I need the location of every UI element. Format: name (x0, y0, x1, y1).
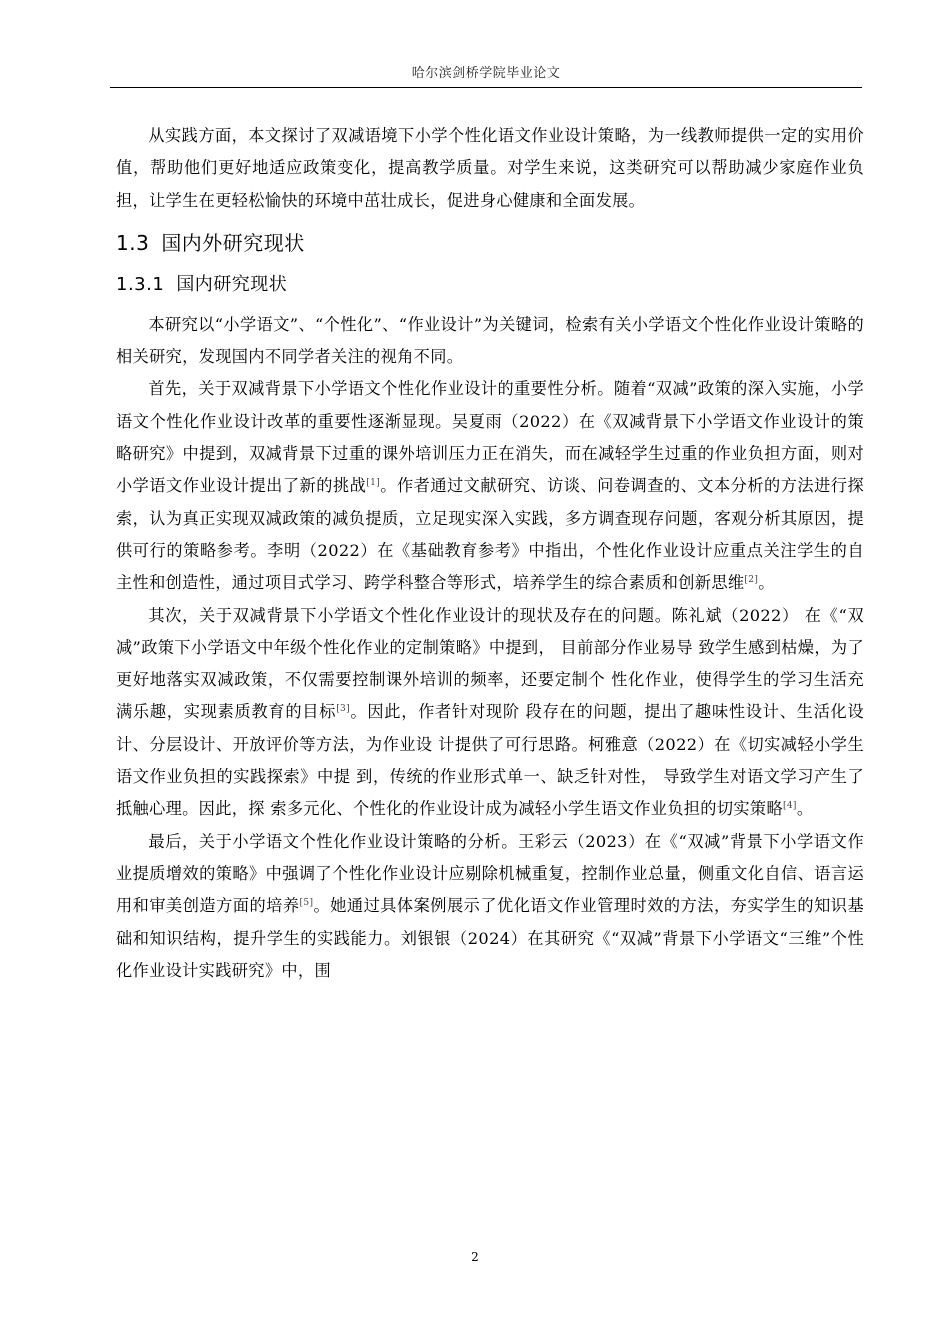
paragraph-importance (116, 373, 864, 599)
citation-1[interactable]: [1] (366, 478, 381, 489)
section-title: 国内外研究现状 (161, 230, 305, 255)
paragraph-problems (116, 600, 864, 826)
paragraph-text: 。作者通过文献研究、访谈、问卷调查的、文本分析的方法进行探索，认为真正实现双减政策的减负提质，立足现实深入实践，多方调查现存问题，客观分析其原因，提供可行的策略参考。李明（2022）在《基础教育参考》中指出，个性化作业设计应重点关注学生的自主性和创造性，通过项目式学习、跨学科整合等形式，培养学生的综合素质和创新思维 (116, 476, 864, 593)
paragraph-text: 首先，关于双减背景下小学语文个性化作业设计的重要性分析。随着“双减”政策的深入实施，小学语文个性化作业设计改革的重要性逐渐显现。吴夏雨（2022）在《双减背景下小学语文作业设计的策略研究》中提到，双减背景下过重的课外培训压力正在消失，而在减轻学生过重的作业负担方面，则对小学语文作业设计提出了新的挑战 (116, 379, 864, 496)
subsection-title: 国内研究现状 (176, 273, 288, 295)
citation-2[interactable]: [2] (744, 575, 759, 586)
section-number: 1.3 (116, 230, 150, 255)
intro-paragraph: 从实践方面，本文探讨了双减语境下小学个性化语文作业设计策略，为一线教师提供一定的实用价值，帮助他们更好地适应政策变化，提高教学质量。对学生来说，这类研究可以帮助减少家庭作业负担，让学生在更轻松愉快的环境中茁壮成长，促进身心健康和全面发展。 (116, 126, 864, 210)
page-body (116, 120, 864, 987)
paragraph-text: 最后，关于小学语文个性化作业设计策略的分析。王彩云（2023）在《“双减”背景下小学语文作业提质增效的策略》中强调了个性化作业设计应剔除机械重复，控制作业总量，侧重文化自信、语言运用和审美创造方面的培养 (116, 831, 864, 916)
page-number: 2 (471, 1250, 479, 1264)
citation-5[interactable]: [5] (299, 898, 314, 909)
paragraph-text: 。 (758, 573, 775, 593)
paragraph-text: 。她通过具体案例展示了优化语文作业管理时效的方法，夯实学生的知识基础和知识结构，提升学生的实践能力。刘银银（2024）在其研究《“双减”背景下小学语文“三维”个性化作业设计实践研究》中，围 (116, 896, 864, 980)
subsection-number: 1.3.1 (116, 273, 165, 295)
running-header: 哈尔滨剑桥学院毕业论文 (411, 66, 561, 81)
section-heading (116, 225, 864, 261)
paragraph-text: 。因此，作者针对现阶 段存在的问题，提出了趣味性设计、生活化设计、分层设计、开放评价等方法，为作业设 计提供了可行思路。柯雅意（2022）在《切实减轻小学生语文作业负担的实践探索》中提 到，传统的作业形式单一、缺乏针对性， 导致学生对语文学习产生了抵触心理。因此，探 索多元化、个性化的作业设计成为减轻小学生语文作业负担的切实策略 (116, 702, 864, 819)
citation-4[interactable]: [4] (783, 801, 797, 812)
paragraph-strategies (116, 826, 864, 987)
subsection-heading (116, 269, 864, 301)
paragraph-text: 。 (796, 799, 814, 819)
paragraph-text: 其次，关于双减背景下小学语文个性化作业设计的现状及存在的问题。陈礼斌（2022） 在《“双减”政策下小学语文中年级个性化作业的定制策略》中提到， 目前部分作业易导 致学生感到枯燥，为了更好地落实双减政策，不仅需要控制课外培训的频率，还要定制个 性化作业，使得学生的学习生活充满乐趣，实现素质教育的目标 (116, 605, 864, 722)
citation-3[interactable]: [3] (336, 704, 350, 715)
header-divider (110, 87, 862, 88)
paragraph-keywords: 本研究以“小学语文”、“个性化”、“作业设计”为关键词，检索有关小学语文个性化作业设计策略的相关研究，发现国内不同学者关注的视角不同。 (116, 314, 864, 367)
